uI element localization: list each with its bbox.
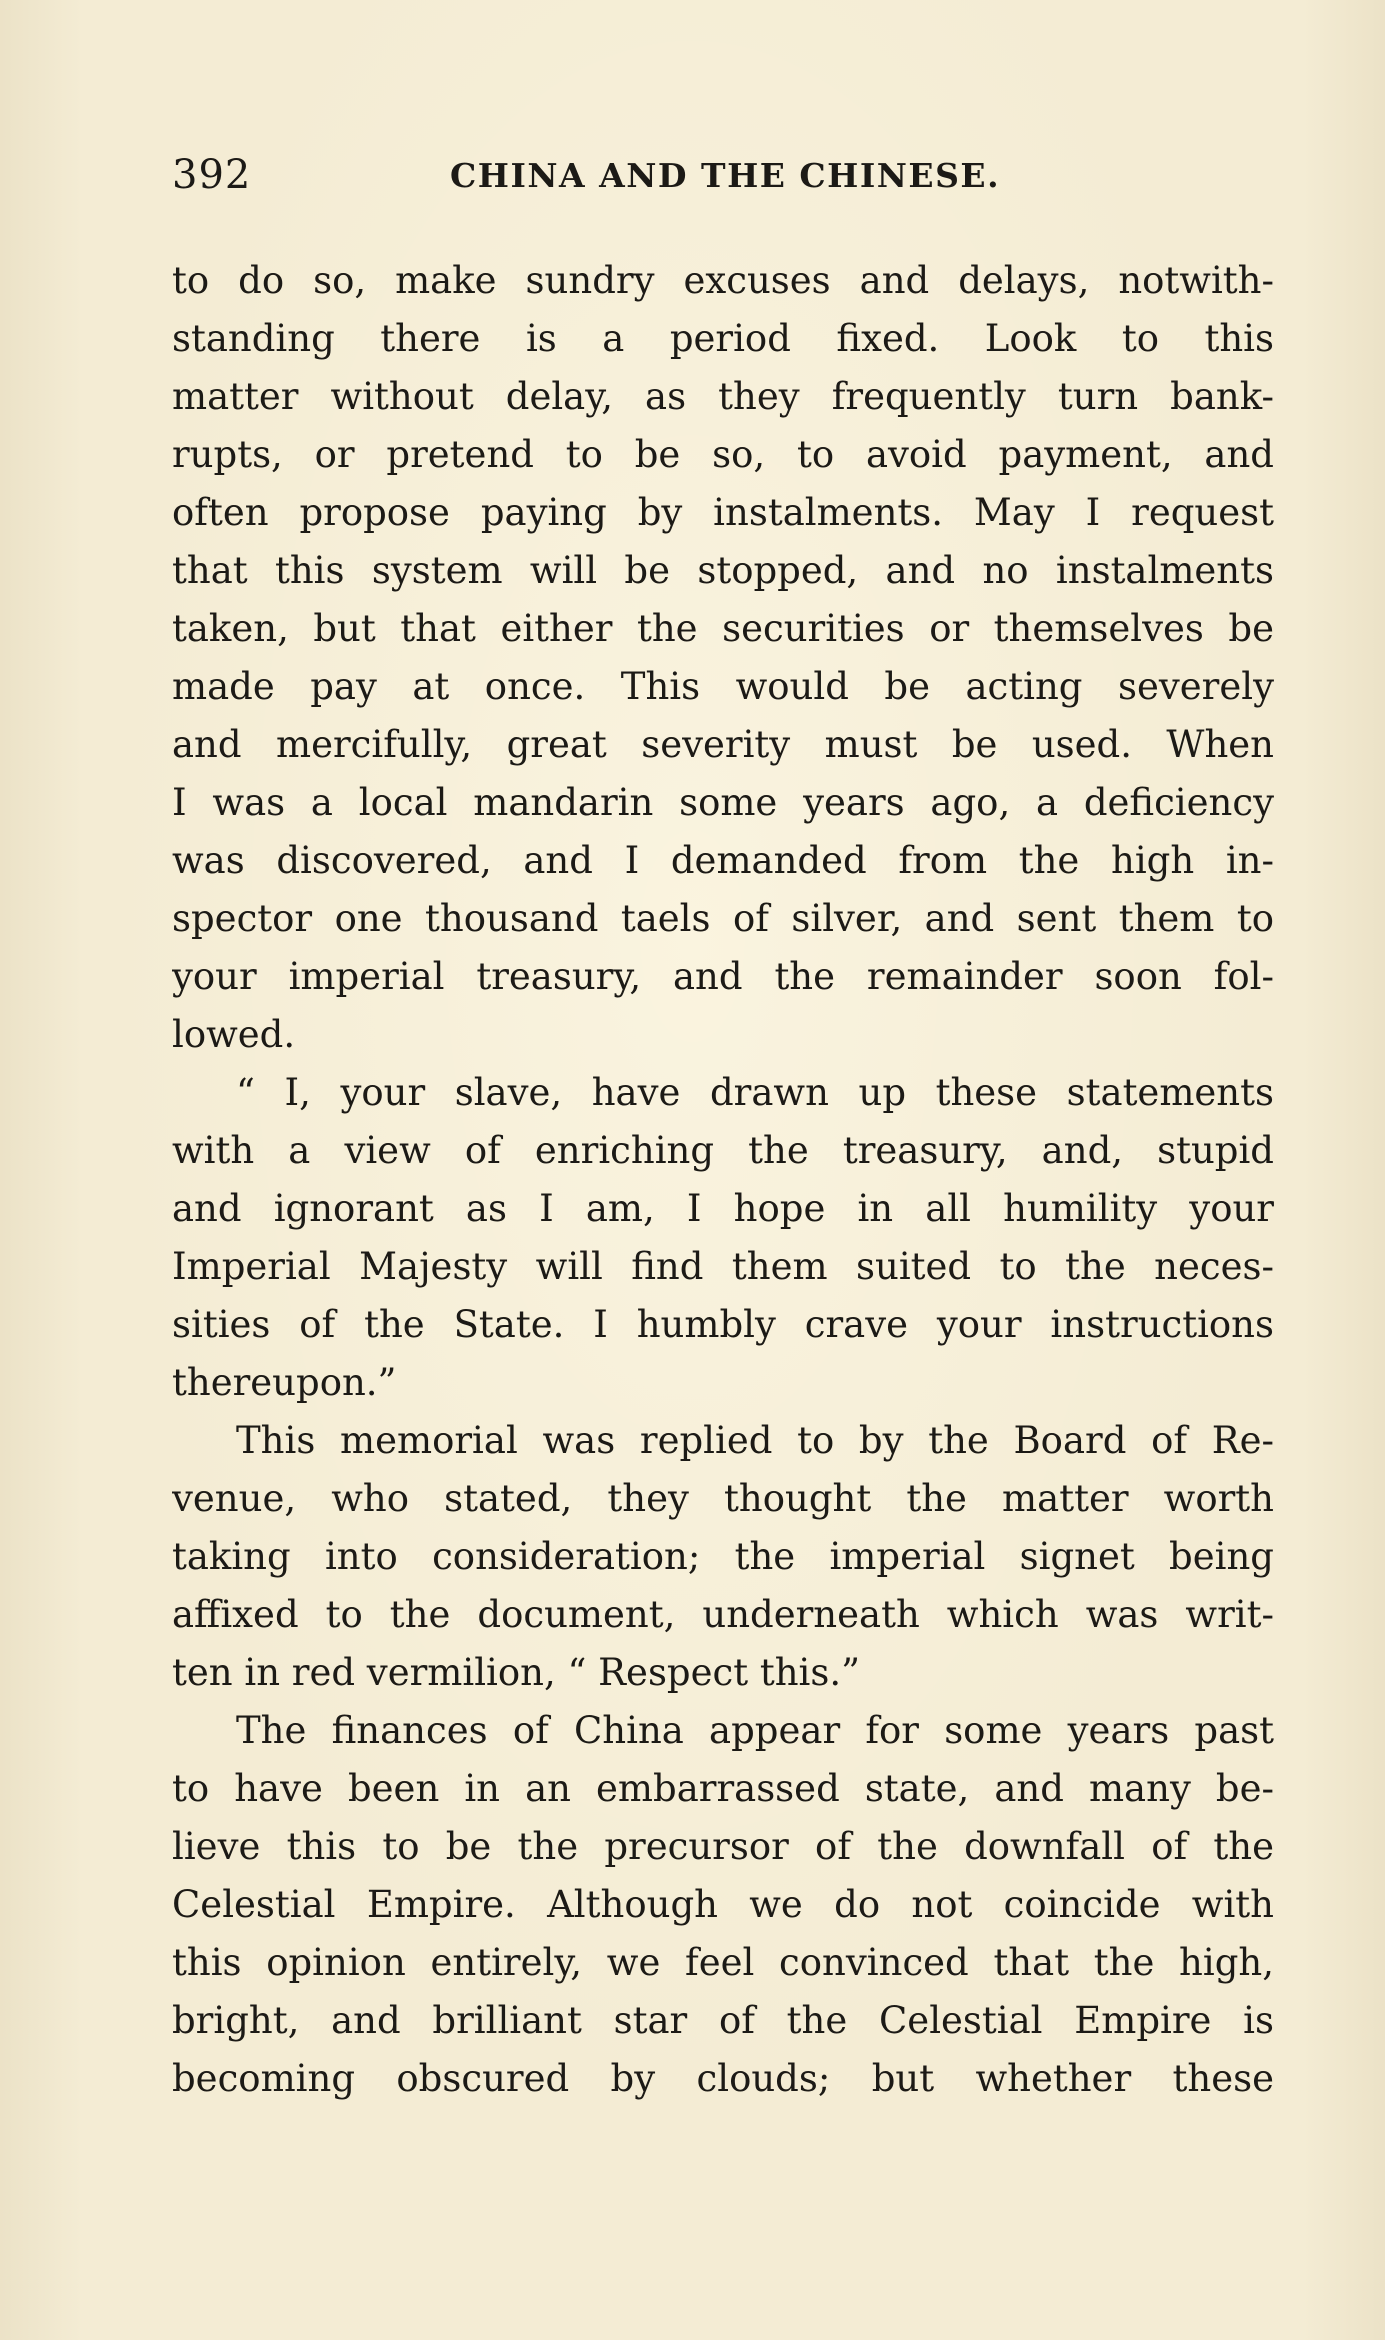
text-line: Celestial Empire. Although we do not coincide with: [172, 1883, 1274, 1926]
text-line: becoming obscured by clouds; but whether these: [172, 2057, 1274, 2100]
text-line: rupts, or pretend to be so, to avoid payment, and: [172, 433, 1274, 476]
text-line: matter without delay, as they frequently turn bank-: [172, 375, 1274, 418]
text-line: this opinion entirely, we feel convinced that the high,: [172, 1941, 1274, 1984]
running-title: CHINA AND THE CHINESE.: [450, 156, 1001, 195]
text-line: to have been in an embarrassed state, and many be-: [172, 1767, 1274, 1810]
text-line: affixed to the document, underneath which was writ-: [172, 1593, 1274, 1636]
page-header: [172, 152, 1274, 212]
text-line: spector one thousand taels of silver, and sent them to: [172, 897, 1274, 940]
text-line: made pay at once. This would be acting severely: [172, 665, 1274, 708]
text-line: lowed.: [172, 1013, 296, 1056]
text-line: that this system will be stopped, and no instalments: [172, 549, 1274, 592]
text-line: to do so, make sundry excuses and delays, notwith-: [172, 259, 1274, 302]
text-line: Imperial Majesty will find them suited to the neces-: [172, 1245, 1274, 1288]
text-line: This memorial was replied to by the Board of Re-: [236, 1419, 1274, 1462]
text-line: thereupon.”: [172, 1361, 397, 1404]
text-line: lieve this to be the precursor of the downfall of the: [172, 1825, 1274, 1868]
text-line: The finances of China appear for some years past: [236, 1709, 1274, 1752]
text-line: and mercifully, great severity must be used. When: [172, 723, 1274, 766]
text-line: venue, who stated, they thought the matter worth: [172, 1477, 1274, 1520]
text-line: standing there is a period fixed. Look to this: [172, 317, 1274, 360]
text-line: sities of the State. I humbly crave your instructions: [172, 1303, 1274, 1346]
text-line: I was a local mandarin some years ago, a deficiency: [172, 781, 1274, 824]
text-line: “ I, your slave, have drawn up these statements: [236, 1071, 1274, 1114]
text-line: ten in red vermilion, “ Respect this.”: [172, 1651, 861, 1694]
text-line: taking into consideration; the imperial signet being: [172, 1535, 1274, 1578]
text-line: bright, and brilliant star of the Celestial Empire is: [172, 1999, 1274, 2042]
text-line: with a view of enriching the treasury, and, stupid: [172, 1129, 1274, 1172]
page-number: 392: [172, 152, 252, 198]
text-line: was discovered, and I demanded from the high in-: [172, 839, 1274, 882]
text-line: taken, but that either the securities or themselves be: [172, 607, 1274, 650]
body-text: [172, 252, 1274, 2108]
text-line: and ignorant as I am, I hope in all humility your: [172, 1187, 1274, 1230]
text-line: often propose paying by instalments. May I request: [172, 491, 1274, 534]
text-line: your imperial treasury, and the remainder soon fol-: [172, 955, 1274, 998]
